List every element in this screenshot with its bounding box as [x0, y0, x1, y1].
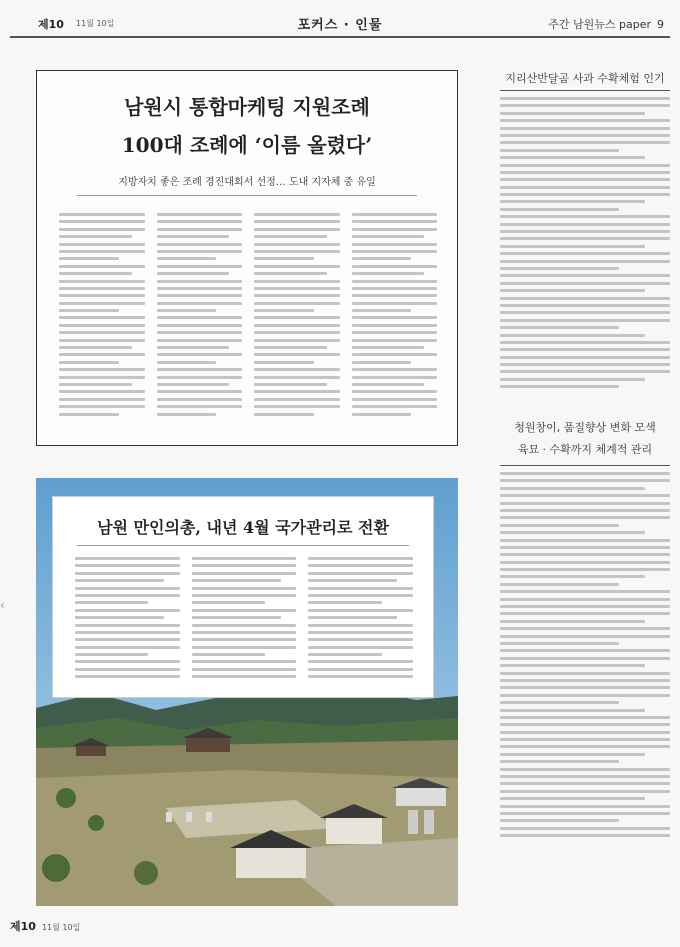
body-text-line — [352, 302, 438, 305]
body-text-line — [157, 353, 243, 356]
body-text-line — [59, 257, 119, 260]
sidebar-story-2-body — [500, 472, 670, 852]
body-text-line — [352, 361, 412, 364]
body-text-line — [59, 376, 145, 379]
body-text-line — [500, 827, 670, 830]
body-text-line — [254, 361, 314, 364]
body-text-line — [500, 694, 670, 697]
body-text-line — [157, 228, 243, 231]
page-edge-arrow: ‹ — [0, 598, 5, 612]
article-ordinance-headline-2: 100대 조례에 ‘이름 올렸다’ — [121, 133, 373, 157]
body-text-line — [352, 265, 438, 268]
paper-name — [548, 16, 664, 32]
body-text-line — [254, 272, 327, 275]
body-text-line — [500, 797, 645, 800]
body-text-line — [500, 215, 670, 218]
body-text-line — [500, 356, 670, 359]
body-text-line — [352, 331, 438, 334]
body-text-line — [157, 272, 230, 275]
body-text-line — [500, 790, 670, 793]
body-text-line — [59, 235, 132, 238]
body-text-line — [254, 316, 340, 319]
body-text-line — [500, 494, 670, 497]
body-text-line — [500, 334, 645, 337]
body-text-line — [500, 812, 670, 815]
body-text-line — [500, 348, 670, 351]
body-text-line — [352, 413, 412, 416]
body-text-line — [500, 156, 645, 159]
body-text-line — [500, 171, 670, 174]
body-text-line — [352, 316, 438, 319]
page-number: 9 — [657, 18, 664, 31]
body-text-line — [352, 383, 425, 386]
body-text-line — [75, 564, 180, 567]
text-column — [192, 557, 297, 685]
body-text-line — [500, 223, 670, 226]
body-text-line — [157, 280, 243, 283]
body-text-line — [308, 624, 413, 627]
body-text-line — [500, 282, 670, 285]
text-column — [157, 213, 243, 435]
body-text-line — [500, 127, 670, 130]
article-ordinance-headline-1: 남원시 통합마케팅 지원조례 — [124, 95, 370, 119]
body-text-line — [157, 361, 217, 364]
body-text-line — [500, 524, 619, 527]
body-text-line — [500, 230, 670, 233]
body-text-line — [352, 280, 438, 283]
body-text-line — [308, 638, 413, 641]
body-text-line — [500, 760, 619, 763]
body-text-line — [352, 324, 438, 327]
body-text-line — [192, 572, 297, 575]
body-text-line — [59, 353, 145, 356]
body-text-line — [308, 601, 381, 604]
body-text-line — [500, 186, 670, 189]
paper-suffix: paper — [619, 18, 651, 31]
body-text-line — [254, 213, 340, 216]
body-text-line — [500, 575, 645, 578]
sidebar-story-1-body — [500, 97, 670, 397]
body-text-line — [192, 660, 297, 663]
body-text-line — [192, 609, 297, 612]
body-text-line — [500, 612, 670, 615]
body-text-line — [500, 193, 670, 196]
body-text-line — [254, 376, 340, 379]
body-text-line — [500, 686, 670, 689]
body-text-line — [500, 679, 670, 682]
body-text-line — [192, 624, 297, 627]
body-text-line — [500, 568, 670, 571]
body-text-line — [500, 745, 670, 748]
body-text-line — [308, 579, 397, 582]
article-memorial — [52, 496, 434, 698]
body-text-line — [254, 405, 340, 408]
body-text-line — [59, 309, 119, 312]
sidebar-story-2-title-1: 청원창이, 품질향상 변화 모색 — [514, 421, 656, 434]
body-text-line — [500, 363, 670, 366]
body-text-line — [352, 235, 425, 238]
body-text-line — [500, 605, 670, 608]
body-text-line — [500, 723, 670, 726]
sidebar-story-1-title: 지리산반달곰 사과 수확체험 인기 — [505, 72, 665, 85]
body-text-line — [500, 738, 670, 741]
body-text-line — [500, 304, 670, 307]
body-text-line — [500, 583, 619, 586]
body-text-line — [500, 178, 670, 181]
body-text-line — [500, 237, 670, 240]
body-text-line — [59, 213, 145, 216]
body-text-line — [254, 390, 340, 393]
body-text-line — [75, 624, 180, 627]
body-text-line — [500, 260, 670, 263]
body-text-line — [308, 668, 413, 671]
body-text-line — [500, 664, 645, 667]
article-ordinance — [36, 70, 458, 446]
body-text-line — [500, 479, 670, 482]
body-text-line — [75, 572, 180, 575]
body-text-line — [500, 775, 670, 778]
body-text-line — [500, 502, 670, 505]
body-text-line — [500, 119, 670, 122]
body-text-line — [59, 302, 145, 305]
body-text-line — [500, 341, 670, 344]
body-text-line — [352, 294, 438, 297]
body-text-line — [192, 557, 297, 560]
body-text-line — [59, 243, 145, 246]
body-text-line — [500, 274, 670, 277]
body-text-line — [192, 579, 281, 582]
body-text-line — [500, 370, 670, 373]
body-text-line — [500, 701, 619, 704]
body-text-line — [352, 287, 438, 290]
body-text-line — [192, 675, 297, 678]
body-text-line — [75, 675, 180, 678]
body-text-line — [308, 631, 413, 634]
body-text-line — [254, 220, 340, 223]
body-text-line — [500, 753, 645, 756]
body-text-line — [157, 405, 243, 408]
body-text-line — [500, 104, 670, 107]
body-text-line — [308, 594, 413, 597]
body-text-line — [59, 398, 145, 401]
body-text-line — [500, 598, 670, 601]
body-text-line — [75, 601, 148, 604]
body-text-line — [157, 250, 243, 253]
body-text-line — [157, 243, 243, 246]
body-text-line — [254, 287, 340, 290]
body-text-line — [352, 220, 438, 223]
body-text-line — [254, 309, 314, 312]
body-text-line — [500, 709, 645, 712]
body-text-line — [192, 594, 297, 597]
body-text-line — [500, 731, 670, 734]
body-text-line — [352, 376, 438, 379]
body-text-line — [308, 616, 397, 619]
body-text-line — [157, 331, 243, 334]
body-text-line — [500, 200, 645, 203]
body-text-line — [75, 668, 180, 671]
body-text-line — [157, 257, 217, 260]
body-text-line — [500, 561, 670, 564]
body-text-line — [254, 280, 340, 283]
body-text-line — [192, 616, 281, 619]
body-text-line — [308, 572, 413, 575]
body-text-line — [59, 346, 132, 349]
body-text-line — [500, 539, 670, 542]
body-text-line — [59, 368, 145, 371]
divider — [500, 90, 670, 91]
body-text-line — [59, 228, 145, 231]
body-text-line — [157, 220, 243, 223]
body-text-line — [352, 257, 412, 260]
body-text-line — [500, 620, 645, 623]
body-text-line — [500, 546, 670, 549]
body-text-line — [352, 228, 438, 231]
body-text-line — [59, 413, 119, 416]
body-text-line — [308, 564, 413, 567]
body-text-line — [59, 280, 145, 283]
body-text-line — [500, 531, 645, 534]
body-text-line — [500, 97, 670, 100]
body-text-line — [59, 220, 145, 223]
body-text-line — [500, 326, 619, 329]
body-text-line — [157, 376, 243, 379]
body-text-line — [157, 324, 243, 327]
body-text-line — [352, 353, 438, 356]
sidebar — [500, 70, 670, 852]
footer-issue: 제10 — [10, 920, 36, 933]
body-text-line — [500, 516, 670, 519]
body-text-line — [254, 339, 340, 342]
article-ordinance-body — [59, 213, 437, 435]
body-text-line — [500, 509, 670, 512]
body-text-line — [157, 368, 243, 371]
body-text-line — [75, 660, 180, 663]
body-text-line — [308, 653, 381, 656]
body-text-line — [500, 590, 670, 593]
body-text-line — [500, 627, 670, 630]
body-text-line — [352, 309, 412, 312]
body-text-line — [157, 235, 230, 238]
body-text-line — [254, 346, 327, 349]
body-text-line — [254, 235, 327, 238]
body-text-line — [500, 487, 645, 490]
body-text-line — [500, 378, 645, 381]
body-text-line — [192, 638, 297, 641]
issue-number: 제10 — [38, 18, 64, 31]
body-text-line — [352, 272, 425, 275]
body-text-line — [192, 631, 297, 634]
body-text-line — [352, 250, 438, 253]
body-text-line — [157, 265, 243, 268]
body-text-line — [352, 398, 438, 401]
body-text-line — [352, 339, 438, 342]
body-text-line — [157, 287, 243, 290]
body-text-line — [75, 587, 180, 590]
body-text-line — [59, 316, 145, 319]
divider — [77, 195, 417, 196]
body-text-line — [500, 245, 645, 248]
body-text-line — [59, 361, 119, 364]
body-text-line — [254, 413, 314, 416]
body-text-line — [500, 805, 670, 808]
body-text-line — [308, 660, 413, 663]
body-text-line — [192, 587, 297, 590]
body-text-line — [192, 601, 265, 604]
body-text-line — [75, 609, 180, 612]
body-text-line — [192, 646, 297, 649]
body-text-line — [254, 331, 340, 334]
body-text-line — [500, 768, 670, 771]
section-title: 포커스 · 인물 — [297, 18, 383, 33]
body-text-line — [500, 834, 670, 837]
body-text-line — [500, 672, 670, 675]
body-text-line — [500, 141, 670, 144]
body-text-line — [75, 631, 180, 634]
body-text-line — [500, 252, 670, 255]
body-text-line — [500, 819, 619, 822]
body-text-line — [157, 309, 217, 312]
text-column — [75, 557, 180, 685]
body-text-line — [157, 316, 243, 319]
article-memorial-headline: 남원 만인의총, 내년 4월 국가관리로 전환 — [97, 518, 389, 537]
divider — [500, 465, 670, 466]
body-text-line — [59, 265, 145, 268]
body-text-line — [254, 265, 340, 268]
body-text-line — [192, 564, 297, 567]
body-text-line — [75, 646, 180, 649]
body-text-line — [500, 134, 670, 137]
body-text-line — [352, 346, 425, 349]
text-column — [308, 557, 413, 685]
paper-title: 주간 남원뉴스 — [548, 18, 616, 31]
issue-date: 11월 10일 — [76, 19, 115, 28]
body-text-line — [75, 557, 180, 560]
body-text-line — [254, 398, 340, 401]
body-text-line — [500, 782, 670, 785]
body-text-line — [59, 405, 145, 408]
body-text-line — [500, 149, 619, 152]
body-text-line — [500, 635, 670, 638]
body-text-line — [192, 653, 265, 656]
body-text-line — [308, 557, 413, 560]
body-text-line — [75, 579, 164, 582]
body-text-line — [157, 413, 217, 416]
body-text-line — [254, 368, 340, 371]
body-text-line — [352, 368, 438, 371]
body-text-line — [500, 289, 645, 292]
body-text-line — [75, 616, 164, 619]
body-text-line — [500, 553, 670, 556]
body-text-line — [157, 390, 243, 393]
body-text-line — [254, 383, 327, 386]
body-text-line — [500, 311, 670, 314]
body-text-line — [308, 587, 413, 590]
body-text-line — [254, 257, 314, 260]
divider — [77, 545, 409, 546]
body-text-line — [157, 398, 243, 401]
body-text-line — [500, 208, 619, 211]
body-text-line — [157, 294, 243, 297]
body-text-line — [254, 324, 340, 327]
body-text-line — [308, 675, 413, 678]
body-text-line — [59, 383, 132, 386]
body-text-line — [59, 339, 145, 342]
body-text-line — [352, 390, 438, 393]
body-text-line — [500, 649, 670, 652]
body-text-line — [500, 164, 670, 167]
body-text-line — [352, 405, 438, 408]
body-text-line — [308, 646, 413, 649]
body-text-line — [254, 353, 340, 356]
body-text-line — [352, 213, 438, 216]
page-footer — [10, 918, 80, 934]
body-text-line — [157, 346, 230, 349]
body-text-line — [500, 716, 670, 719]
body-text-line — [500, 472, 670, 475]
body-text-line — [254, 243, 340, 246]
body-text-line — [157, 383, 230, 386]
body-text-line — [59, 331, 145, 334]
footer-date: 11월 10일 — [41, 923, 81, 932]
body-text-line — [59, 294, 145, 297]
body-text-line — [157, 302, 243, 305]
body-text-line — [500, 112, 645, 115]
body-text-line — [59, 390, 145, 393]
body-text-line — [75, 638, 180, 641]
article-memorial-body — [75, 557, 413, 685]
body-text-line — [59, 324, 145, 327]
text-column — [254, 213, 340, 435]
page-header — [10, 8, 670, 38]
body-text-line — [500, 385, 619, 388]
text-column — [352, 213, 438, 435]
article-ordinance-subheadline: 지방자치 좋은 조례 경진대회서 선정… 도내 지자체 중 유일 — [118, 177, 376, 188]
body-text-line — [75, 653, 148, 656]
body-text-line — [192, 668, 297, 671]
body-text-line — [254, 294, 340, 297]
body-text-line — [500, 642, 619, 645]
body-text-line — [75, 594, 180, 597]
body-text-line — [59, 287, 145, 290]
body-text-line — [500, 267, 619, 270]
body-text-line — [308, 609, 413, 612]
body-text-line — [254, 302, 340, 305]
body-text-line — [500, 319, 670, 322]
body-text-line — [59, 250, 145, 253]
body-text-line — [352, 243, 438, 246]
body-text-line — [500, 297, 670, 300]
body-text-line — [254, 250, 340, 253]
sidebar-story-2-title-2: 육묘 · 수확까지 체계적 관리 — [517, 443, 653, 456]
body-text-line — [254, 228, 340, 231]
body-text-line — [157, 213, 243, 216]
body-text-line — [59, 272, 132, 275]
text-column — [59, 213, 145, 435]
body-text-line — [500, 657, 670, 660]
body-text-line — [157, 339, 243, 342]
